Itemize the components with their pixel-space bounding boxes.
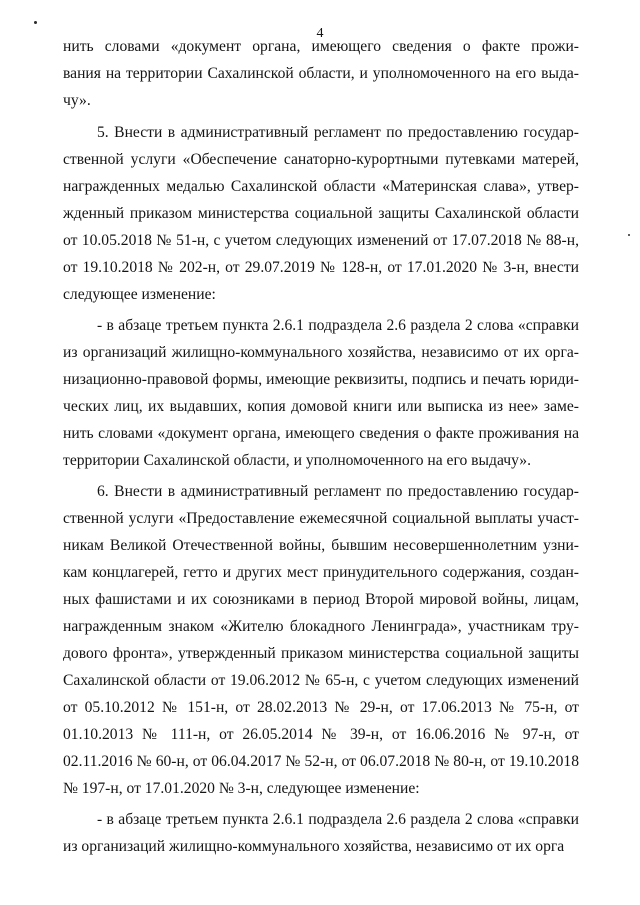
text-line: ственной услуги «Обеспечение санаторно-курортными путевками матерей, bbox=[63, 151, 579, 168]
text-line: ческих лиц, их выдавших, копия домовой книги или выписка из нее» заме- bbox=[63, 398, 579, 415]
text-line: Сахалинской области от 19.06.2012 № 65-н, с учетом следующих изменений bbox=[63, 672, 579, 689]
text-line: дового фронта», утвержденный приказом министерства социальной защиты bbox=[63, 645, 579, 662]
scan-speck bbox=[628, 234, 630, 236]
text-line: № 197-н, от 17.01.2020 № 3-н, следующее изменение: bbox=[63, 780, 420, 797]
text-line: чу». bbox=[63, 92, 91, 109]
text-line: жденный приказом министерства социальной защиты Сахалинской области bbox=[63, 205, 579, 222]
text-line: кам концлагерей, гетто и других мест принудительного содержания, создан- bbox=[63, 564, 579, 581]
text-line: из организаций жилищно-коммунального хозяйства, независимо от их орга bbox=[63, 838, 565, 855]
text-line: нить словами «документ органа, имеющего сведения о факте проживания на bbox=[63, 425, 579, 442]
text-line: ных фашистами и их союзниками в период Второй мировой войны, лицам, bbox=[63, 591, 579, 608]
text-line: никам Великой Отечественной войны, бывшим несовершеннолетним узни- bbox=[63, 537, 579, 554]
text-line: 01.10.2013 № 111-н, от 26.05.2014 № 39-н, от 16.06.2016 № 97-н, от bbox=[63, 726, 579, 743]
text-line: от 19.10.2018 № 202-н, от 29.07.2019 № 128-н, от 17.01.2020 № 3-н, внести bbox=[63, 259, 579, 276]
text-line: 5. Внести в административный регламент по предоставлению государ- bbox=[97, 124, 579, 141]
text-line: территории Сахалинской области, и уполномоченного на его выдачу». bbox=[63, 452, 531, 469]
text-line: низационно-правовой формы, имеющие реквизиты, подпись и печать юриди- bbox=[63, 371, 579, 388]
text-line: нить словами «документ органа, имеющего сведения о факте прожи- bbox=[63, 38, 579, 55]
text-line: от 05.10.2012 № 151-н, от 28.02.2013 № 29-н, от 17.06.2013 № 75-н, от bbox=[63, 699, 579, 716]
text-line: следующее изменение: bbox=[63, 286, 216, 303]
text-line: 02.11.2016 № 60-н, от 06.04.2017 № 52-н, от 06.07.2018 № 80-н, от 19.10.2018 bbox=[63, 753, 579, 770]
page-number: 4 bbox=[316, 26, 324, 41]
text-line: от 10.05.2018 № 51-н, с учетом следующих изменений от 17.07.2018 № 88-н, bbox=[63, 232, 579, 249]
text-line: награжденных медалью Сахалинской области «Материнская слава», утвер- bbox=[63, 178, 579, 195]
text-line: ственной услуги «Предоставление ежемесячной социальной выплаты участ- bbox=[63, 510, 579, 527]
text-line: вания на территории Сахалинской области, и уполномоченного на его выда- bbox=[63, 65, 579, 82]
text-line: - в абзаце третьем пункта 2.6.1 подраздела 2.6 раздела 2 слова «справки bbox=[97, 317, 579, 334]
text-line: награжденным знаком «Жителю блокадного Ленинграда», участникам тру- bbox=[63, 618, 579, 635]
text-line: - в абзаце третьем пункта 2.6.1 подраздела 2.6 раздела 2 слова «справки bbox=[97, 811, 579, 828]
text-line: из организаций жилищно-коммунального хозяйства, независимо от их орга- bbox=[63, 344, 579, 361]
text-line: 6. Внести в административный регламент по предоставлению государ- bbox=[97, 483, 579, 500]
scan-speck bbox=[34, 21, 37, 24]
